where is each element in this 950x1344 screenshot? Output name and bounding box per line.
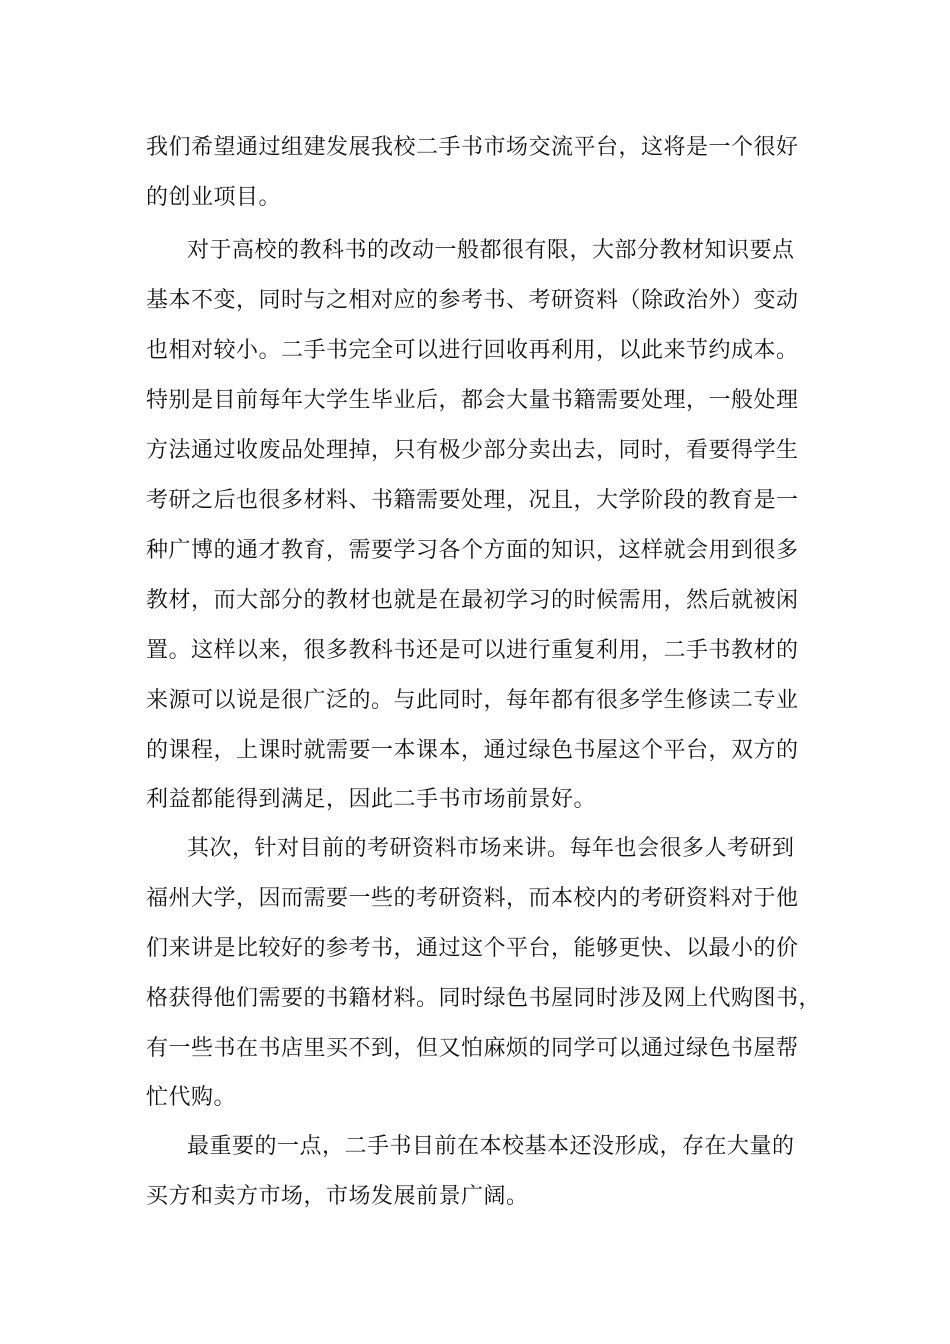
text-line: 也相对较小。二手书完全可以进行回收再利用，以此来节约成本。	[146, 338, 799, 363]
text-line: 种广博的通才教育，需要学习各个方面的知识，这样就会用到很多	[146, 538, 799, 563]
text-line: 方法通过收废品处理掉，只有极少部分卖出去，同时，看要得学生	[146, 438, 799, 463]
text-line: 格获得他们需要的书籍材料。同时绿色书屋同时涉及网上代购图书，	[146, 986, 822, 1011]
paragraph-first-line: 其次，针对目前的考研资料市场来讲。每年也会很多人考研到	[187, 836, 795, 861]
text-line: 福州大学，因而需要一些的考研资料，而本校内的考研资料对于他	[146, 886, 799, 911]
text-line: 的课程，上课时就需要一本课本，通过绿色书屋这个平台，双方的	[146, 738, 799, 763]
text-line: 教材，而大部分的教材也就是在最初学习的时候需用，然后就被闲	[146, 588, 799, 613]
text-line: 我们希望通过组建发展我校二手书市场交流平台，这将是一个很好	[146, 135, 799, 160]
text-line: 忙代购。	[146, 1085, 237, 1110]
text-line: 利益都能得到满足，因此二手书市场前景好。	[146, 787, 597, 812]
text-line: 置。这样以来，很多教科书还是可以进行重复利用，二手书教材的	[146, 638, 799, 663]
text-line: 来源可以说是很广泛的。与此同时，每年都有很多学生修读二专业	[146, 688, 799, 713]
paragraph-first-line: 对于高校的教科书的改动一般都很有限，大部分教材知识要点	[187, 238, 795, 263]
text-line: 考研之后也很多材料、书籍需要处理，况且，大学阶段的教育是一	[146, 488, 799, 513]
paragraph-first-line: 最重要的一点，二手书目前在本校基本还没形成，存在大量的	[187, 1134, 795, 1159]
text-line: 基本不变，同时与之相对应的参考书、考研资料（除政治外）变动	[146, 288, 799, 313]
text-line: 的创业项目。	[146, 185, 282, 210]
text-line: 特别是目前每年大学生毕业后，都会大量书籍需要处理，一般处理	[146, 388, 799, 413]
text-line: 们来讲是比较好的参考书，通过这个平台，能够更快、以最小的价	[146, 936, 799, 961]
text-line: 有一些书在书店里买不到，但又怕麻烦的同学可以通过绿色书屋帮	[146, 1036, 799, 1061]
text-line: 买方和卖方市场，市场发展前景广阔。	[146, 1184, 529, 1209]
